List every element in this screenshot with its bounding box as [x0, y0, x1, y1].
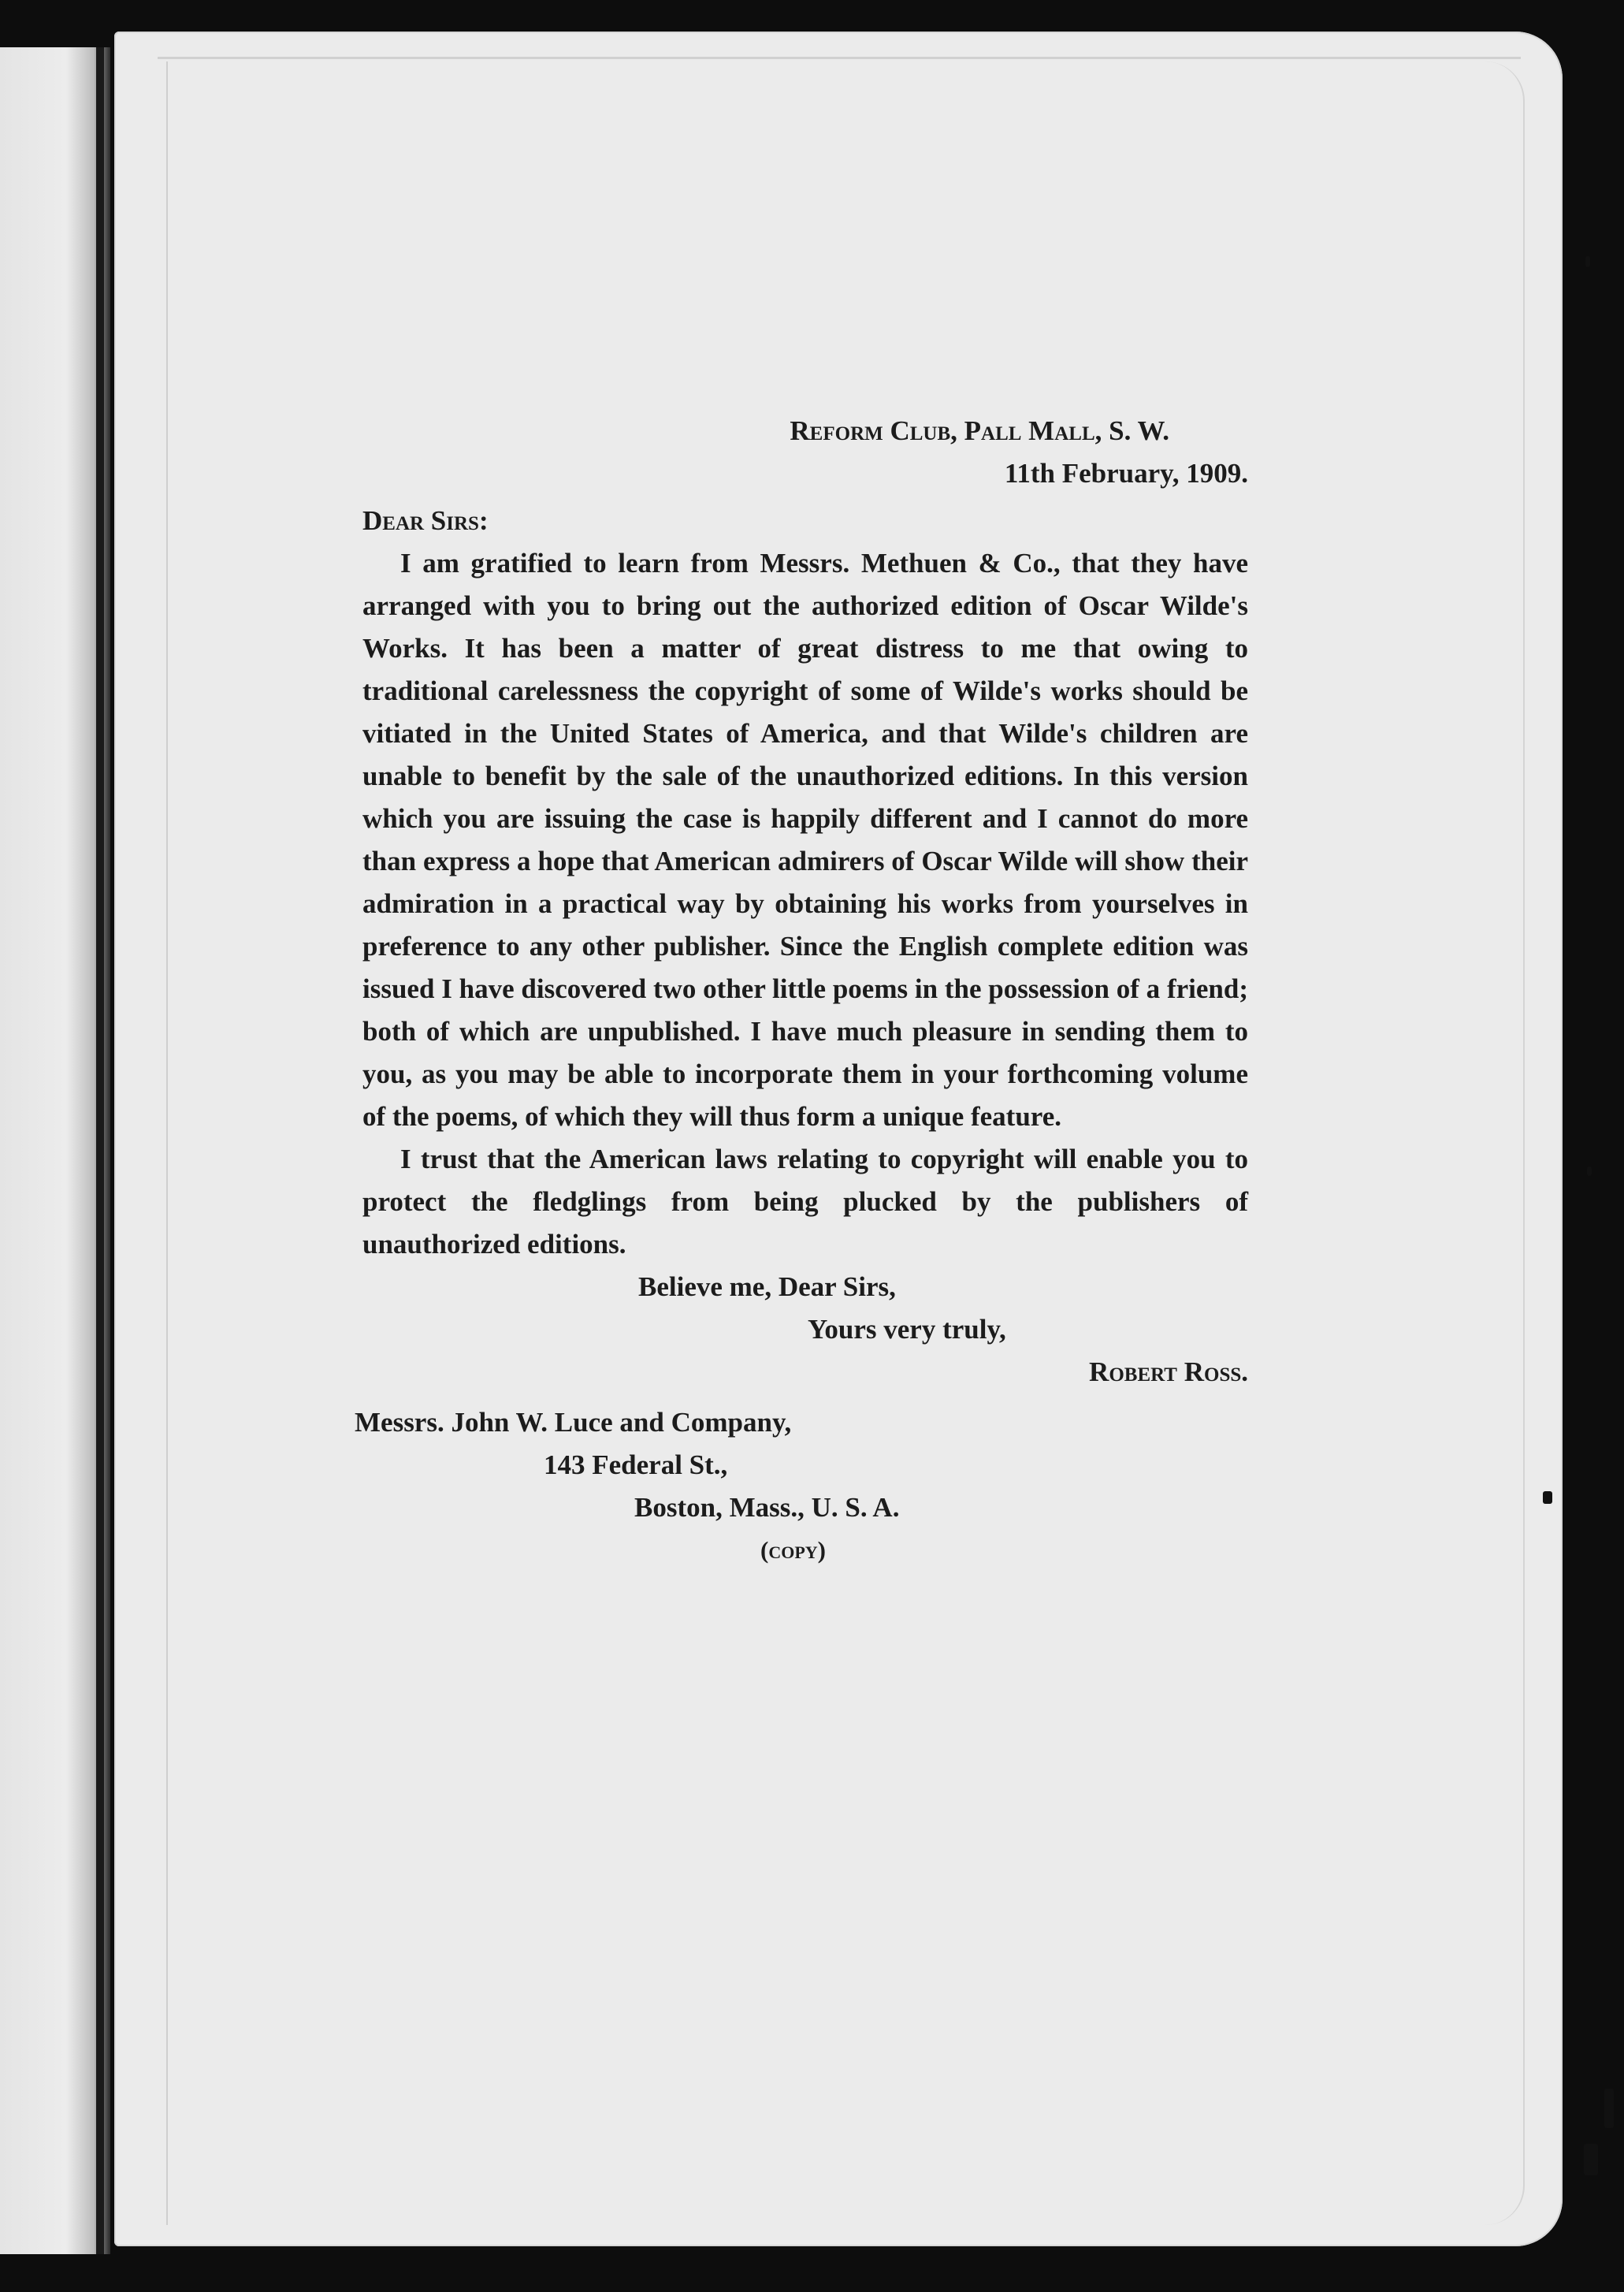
- page-top-edge: [158, 57, 1521, 59]
- copy-note: (copy): [760, 1536, 826, 1564]
- letter-date: 11th February, 1909.: [1004, 458, 1248, 489]
- heading-address: Reform Club, Pall Mall, S. W.: [790, 415, 1169, 446]
- letter: [355, 410, 1248, 1572]
- letter-paragraph-2: I trust that the American laws relating to copyright will enable you to protect the fledglings from being plucked by the publishers of unauthorized editions.: [362, 1144, 1248, 1259]
- closing-believe-me: Believe me, Dear Sirs,: [638, 1271, 896, 1302]
- signature: Robert Ross.: [1089, 1356, 1248, 1387]
- scan-speck: [1584, 2144, 1598, 2175]
- closing-block: [362, 1266, 1248, 1393]
- scan-speck: [1604, 2089, 1614, 2128]
- recipient-block: [355, 1401, 1248, 1572]
- salutation: Dear Sirs:: [362, 505, 489, 536]
- recipient-street: 143 Federal St.,: [544, 1449, 728, 1480]
- scan-speck: [1543, 1491, 1552, 1504]
- adjacent-page-edge: [0, 47, 110, 2254]
- recipient-city: Boston, Mass., U. S. A.: [634, 1492, 900, 1523]
- letter-paragraph-1: I am gratified to learn from Messrs. Methuen & Co., that they have arranged with you to bring out the authorized edition of Oscar Wilde's Works. It has been a matter of great distress to me that owing to traditional carelessness the copyright of some of Wilde's works should be vitiated in the United States of America, and that Wilde's children are unable to benefit by the sale of the unauthorized editions. In this version which you are issuing the case is happily different and I cannot do more than express a hope that American admirers of Oscar Wilde will show their admiration in a practical way by obtaining his works from yourselves in preference to any other publisher. Since the English complete edition was issued I have discovered two other little poems in the possession of a friend; both of which are unpublished. I have much pleasure in sending them to you, as you may be able to incorporate them in your forthcoming volume of the poems, of which they will thus form a unique feature.: [362, 548, 1248, 1132]
- closing-yours-truly: Yours very truly,: [808, 1314, 1006, 1345]
- scan-speck: [1587, 1166, 1592, 1176]
- scan-speck: [1585, 256, 1590, 267]
- recipient-name: Messrs. John W. Luce and Company,: [355, 1407, 792, 1438]
